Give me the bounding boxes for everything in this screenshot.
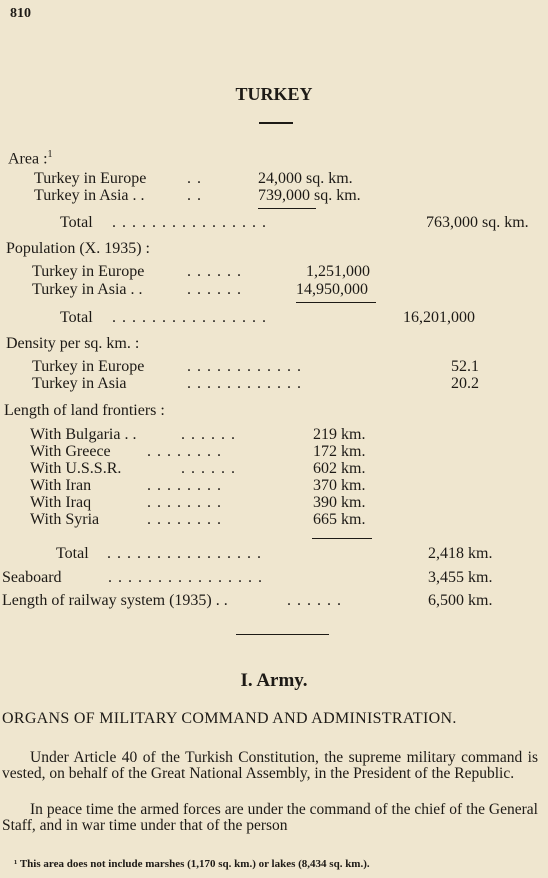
area-total-row bbox=[0, 214, 548, 231]
row-value: 1,251,000 bbox=[306, 263, 370, 280]
row-label: With Bulgaria . . bbox=[30, 426, 137, 443]
frontiers-heading: Length of land frontiers : bbox=[4, 402, 165, 419]
area-asia-row bbox=[0, 187, 548, 204]
row-value: 6,500 km. bbox=[428, 592, 493, 609]
area-heading: Area :$^1$ bbox=[8, 149, 53, 168]
row-label: Total bbox=[60, 309, 93, 326]
row-label: Turkey in Europe bbox=[32, 358, 145, 375]
row-label: Seaboard bbox=[2, 569, 62, 586]
footnote-ref: 1 bbox=[47, 149, 53, 160]
row-value: 665 km. bbox=[313, 511, 366, 528]
paragraph-2: In peace time the armed forces are under the command of the chief of the General Staff, and in war time under that of the person bbox=[2, 801, 538, 834]
row-value: 14,950,000 bbox=[296, 281, 368, 298]
row-label: Total bbox=[56, 545, 89, 562]
row-value: 172 km. bbox=[313, 443, 366, 460]
leader-dots: . . . . . . bbox=[181, 426, 236, 443]
frontier-row bbox=[0, 477, 548, 494]
row-value: 219 km. bbox=[313, 426, 366, 443]
leader-dots: . . . . . . . . . . . . . . . . bbox=[112, 309, 267, 326]
row-label: With Iraq bbox=[30, 494, 92, 511]
density-heading: Density per sq. km. : bbox=[6, 335, 140, 352]
page-title: TURKEY bbox=[235, 84, 313, 104]
sum-rule bbox=[312, 538, 372, 539]
row-label: Turkey in Asia . . bbox=[34, 187, 145, 204]
section-heading: I. Army. bbox=[240, 670, 308, 691]
leader-dots: . . . . . . . . . . . . bbox=[187, 358, 302, 375]
leader-dots: . . . . . . . . . . . . . . . . bbox=[107, 545, 262, 562]
row-value: 16,201,000 bbox=[403, 309, 475, 326]
row-label: Turkey in Asia . . bbox=[32, 281, 143, 298]
leader-dots: . . . . . . bbox=[187, 281, 242, 298]
row-label: Turkey in Europe bbox=[34, 170, 147, 187]
row-label: Turkey in Asia bbox=[32, 375, 127, 392]
row-value: 20.2 bbox=[451, 375, 479, 392]
frontier-row bbox=[0, 511, 548, 528]
leader-dots: . . bbox=[187, 170, 202, 187]
area-europe-row bbox=[0, 170, 548, 187]
leader-dots: . . . . . . . . bbox=[147, 477, 222, 494]
row-value: 370 km. bbox=[313, 477, 366, 494]
sum-rule bbox=[258, 208, 316, 209]
frontier-row bbox=[0, 443, 548, 460]
frontier-row bbox=[0, 460, 548, 477]
row-label: Length of railway system (1935) . . bbox=[2, 592, 228, 609]
leader-dots: . . bbox=[187, 187, 202, 204]
population-total-row bbox=[0, 309, 548, 326]
leader-dots: . . . . . . . . bbox=[147, 443, 222, 460]
leader-dots: . . . . . . bbox=[287, 592, 342, 609]
density-asia-row bbox=[0, 375, 548, 392]
population-heading: Population (X. 1935) : bbox=[6, 240, 150, 257]
seaboard-row bbox=[0, 569, 548, 586]
frontiers-total-row bbox=[0, 545, 548, 562]
sum-rule bbox=[296, 302, 376, 303]
row-label: Total bbox=[60, 214, 93, 231]
population-europe-row bbox=[0, 263, 548, 280]
leader-dots: . . . . . . bbox=[181, 460, 236, 477]
row-value: 739,000 sq. km. bbox=[258, 187, 361, 204]
density-europe-row bbox=[0, 358, 548, 375]
frontier-row bbox=[0, 426, 548, 443]
title-rule bbox=[259, 122, 293, 124]
row-value: 602 km. bbox=[313, 460, 366, 477]
paragraph-1: Under Article 40 of the Turkish Constitution, the supreme military command is vested, on behalf of the Great National Assembly, in the President of the Republic. bbox=[2, 749, 538, 782]
leader-dots: . . . . . . . . bbox=[147, 511, 222, 528]
row-value: 24,000 sq. km. bbox=[258, 170, 353, 187]
leader-dots: . . . . . . bbox=[187, 263, 242, 280]
row-label: With U.S.S.R. bbox=[30, 460, 122, 477]
row-label: With Iran bbox=[30, 477, 92, 494]
footnote: ¹ This area does not include marshes (1,170 sq. km.) or lakes (8,434 sq. km.). bbox=[14, 858, 370, 870]
row-label: With Syria bbox=[30, 511, 100, 528]
section-rule bbox=[236, 634, 329, 635]
leader-dots: . . . . . . . . bbox=[147, 494, 222, 511]
row-value: 3,455 km. bbox=[428, 569, 493, 586]
row-label: Turkey in Europe bbox=[32, 263, 145, 280]
row-value: 390 km. bbox=[313, 494, 366, 511]
leader-dots: . . . . . . . . . . . . . . . . bbox=[112, 214, 267, 231]
population-asia-row bbox=[0, 281, 548, 298]
page-number: 810 bbox=[10, 6, 31, 21]
row-label: With Greece bbox=[30, 443, 111, 460]
leader-dots: . . . . . . . . . . . . . . . . bbox=[108, 569, 263, 586]
row-value: 2,418 km. bbox=[428, 545, 493, 562]
frontier-row bbox=[0, 494, 548, 511]
row-value: 763,000 sq. km. bbox=[426, 214, 529, 231]
subheading: ORGANS OF MILITARY COMMAND AND ADMINISTRATION. bbox=[2, 710, 457, 727]
row-value: 52.1 bbox=[451, 358, 479, 375]
railway-row bbox=[0, 592, 548, 609]
leader-dots: . . . . . . . . . . . . bbox=[187, 375, 302, 392]
